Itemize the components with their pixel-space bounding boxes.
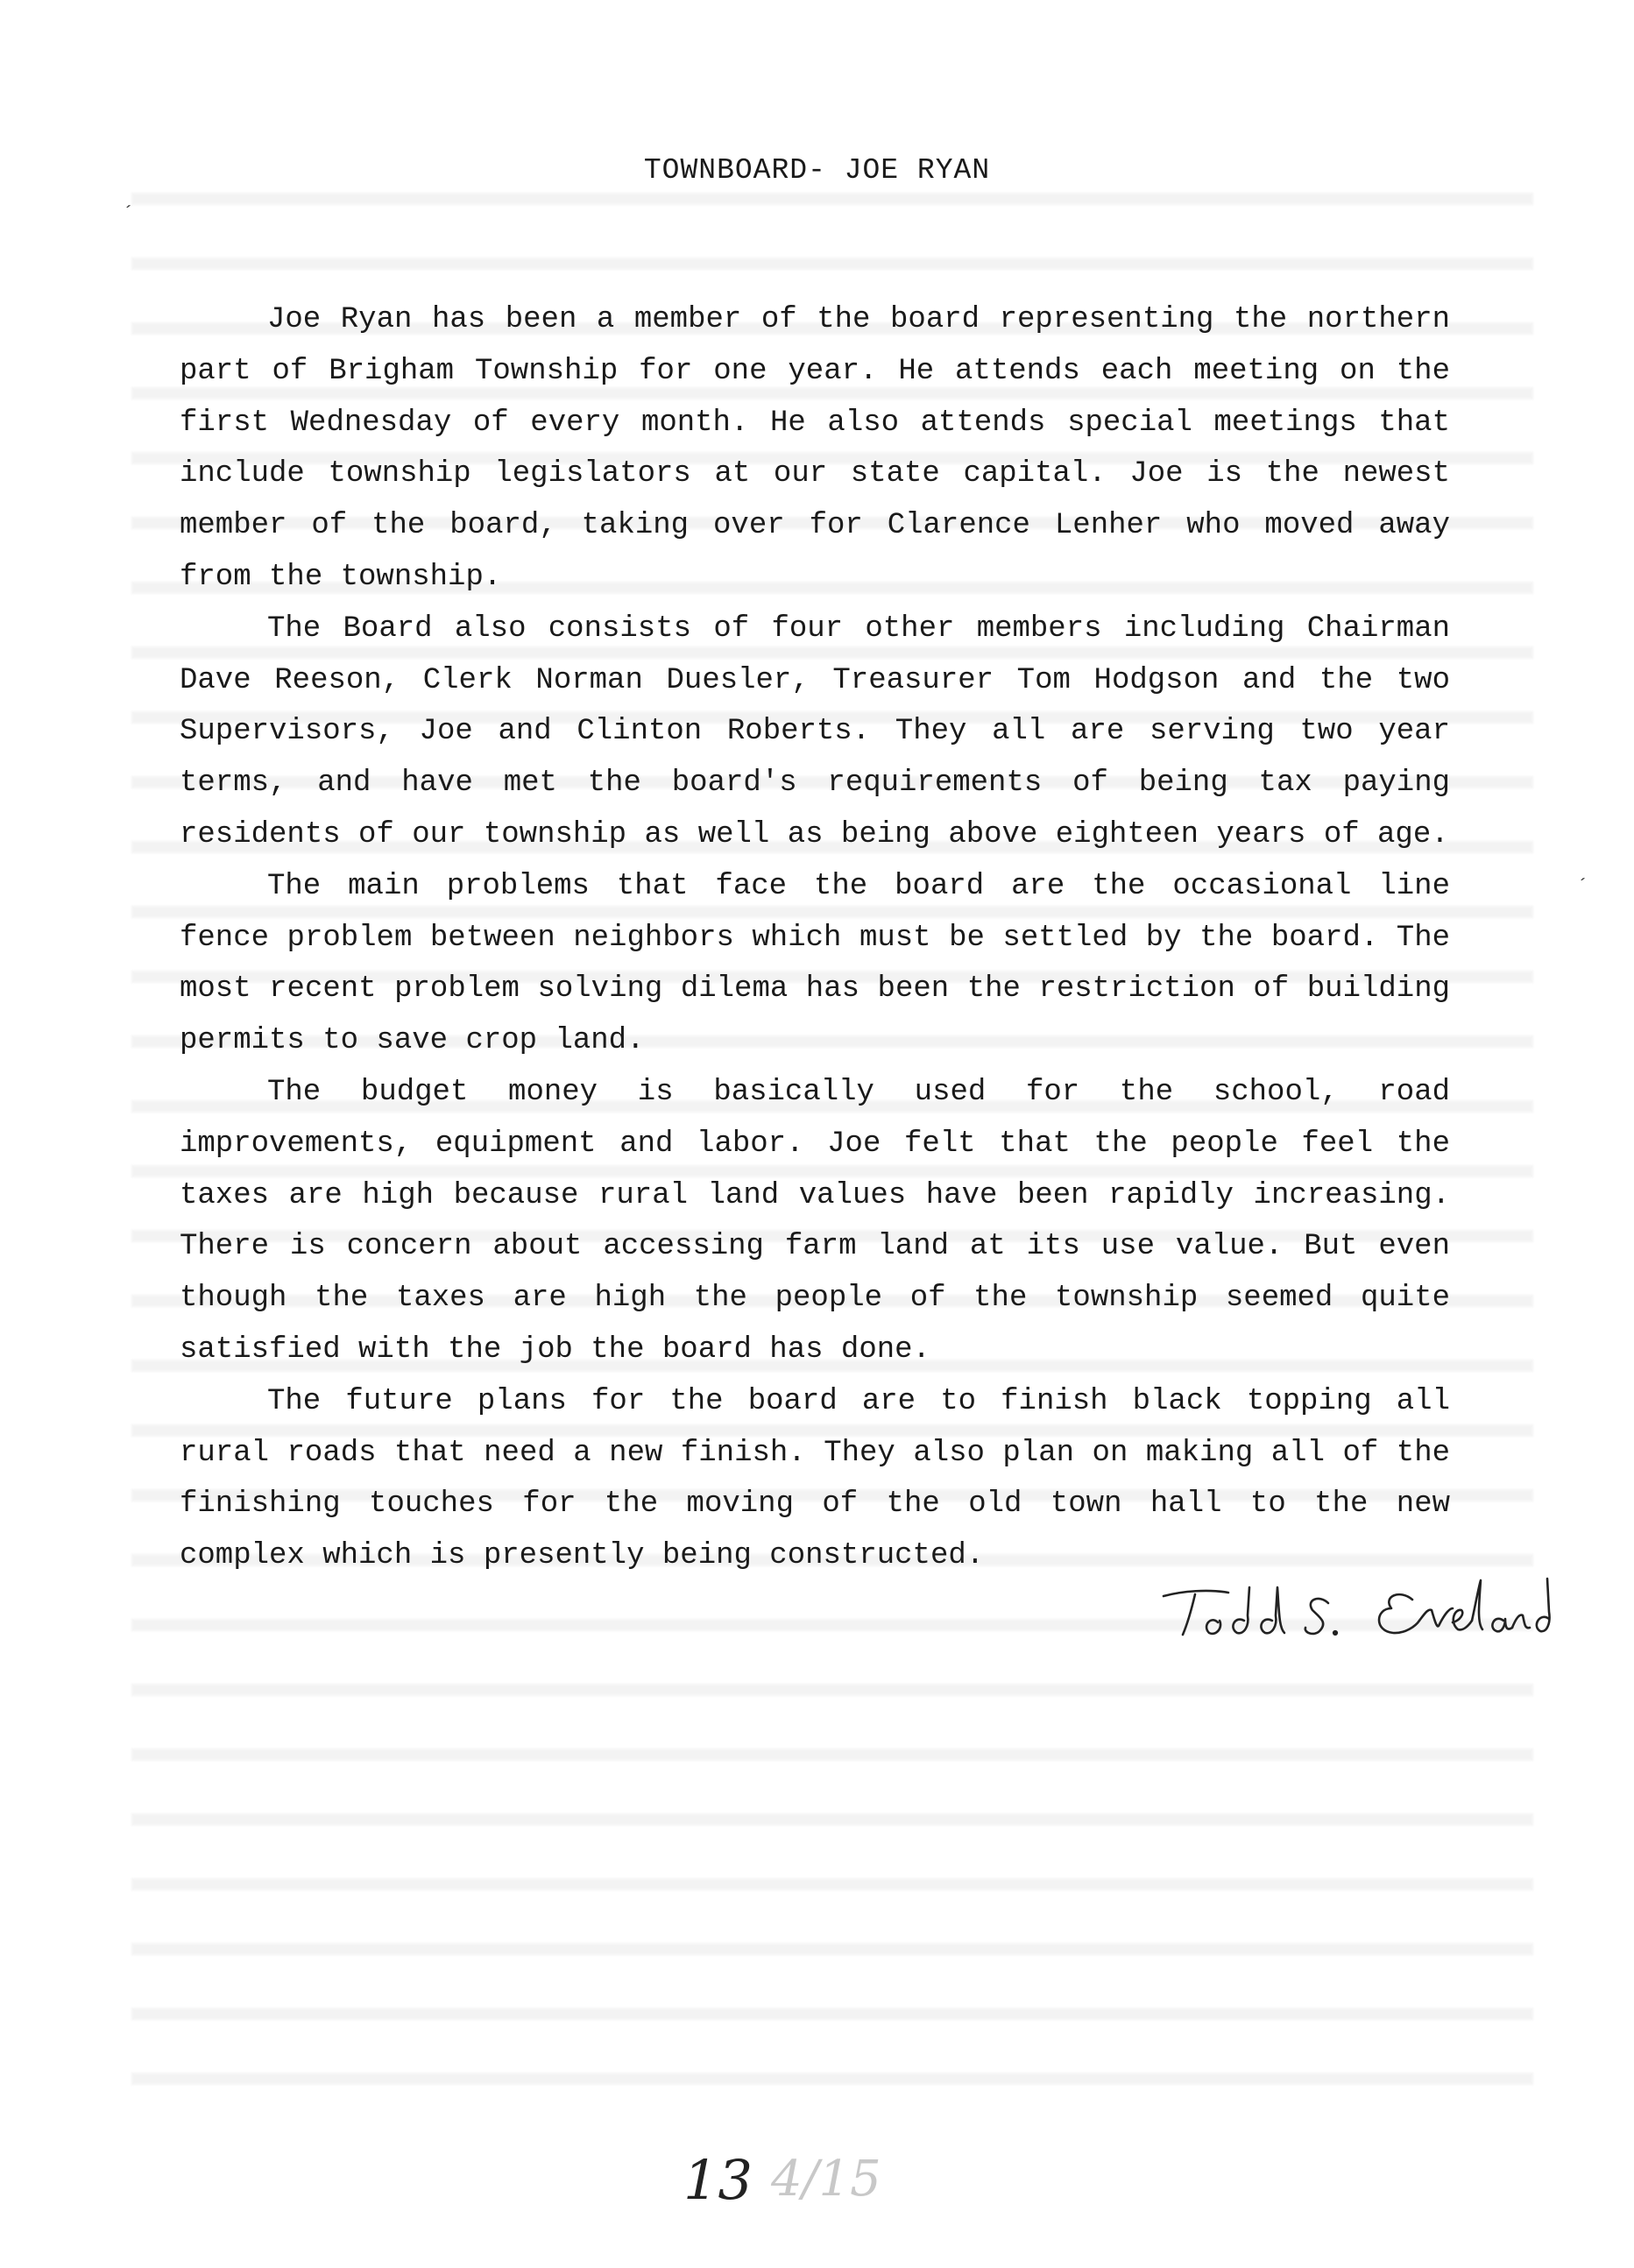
handwritten-signature bbox=[1157, 1570, 1551, 1649]
faint-annotation: 4/15 bbox=[771, 2151, 881, 2208]
paragraph: The Board also consists of four other members including Chairman Dave Reeson, Clerk Norman Duesler, Treasurer Tom Hodgson and the two Supervisors, Joe and Clinton Roberts. They all are serving two year terms, and have met the board's requirements of being tax paying residents of our township as well as being above eighteen years of age. bbox=[180, 611, 1450, 851]
article-body bbox=[180, 294, 1450, 1582]
paragraph: The future plans for the board are to finish black topping all rural roads that need a new finish. They also plan on making all of the finishing touches for the moving of the old town hall to the new complex which is presently being constructed. bbox=[180, 1384, 1450, 1573]
page-title: TOWNBOARD- JOE RYAN bbox=[643, 154, 991, 187]
paragraph: The budget money is basically used for the school, road improvements, equipment and labor. Joe felt that the people feel the taxes are high because rural land values have been rapidly increasing. There is concern about accessing farm land at its use value. But even though the taxes are high the people of the township seemed quite satisfied with the job the board has done. bbox=[180, 1075, 1450, 1367]
stray-mark: ´ bbox=[1577, 876, 1589, 898]
paragraph: Joe Ryan has been a member of the board representing the northern part of Brigham Township for one year. He attends each meeting on the first Wednesday of every month. He also attends special meetings that include township legislators at our state capital. Joe is the newest member of the board, taking over for Clarence Lenher who moved away from the township. bbox=[180, 303, 1450, 594]
page-number: 13 bbox=[683, 2148, 753, 2212]
stray-mark: ´ bbox=[123, 203, 135, 225]
signature-text: Todd S. Eveland bbox=[1157, 1647, 1164, 1648]
paragraph: The main problems that face the board are the occasional line fence problem between neighbors which must be settled by the board. The most recent problem solving dilema has been the restriction of building permits to save crop land. bbox=[180, 869, 1450, 1058]
